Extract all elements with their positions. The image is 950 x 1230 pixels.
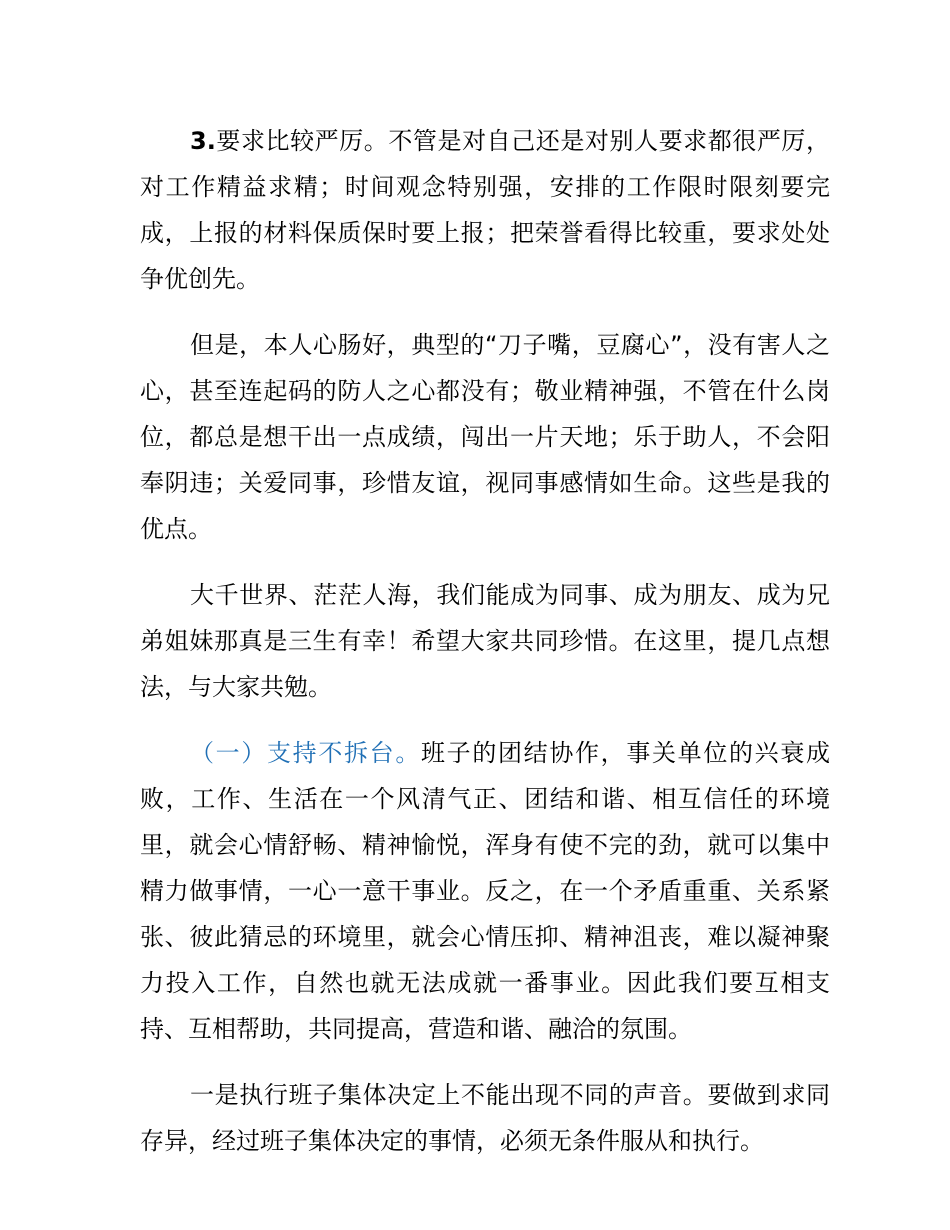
paragraph-text: 班子的团结协作，事关单位的兴衰成败，工作、生活在一个风清气正、团结和谐、相互信任的环境里，就会心情舒畅、精神愉悦，浑身有使不完的劲，就可以集中精力做事情，一心一意干事业。反之，在一个矛盾重重、关系紧张、彼此猜忌的环境里，就会心情压抑、精神沮丧，难以凝神聚力投入工作，自然也就无法成就一番事业。因此我们要互相支持、互相帮助，共同提高，营造和谐、融洽的氛围。 [140, 739, 830, 1043]
paragraph-wishes [140, 572, 830, 710]
paragraph-support-not-undermine [140, 730, 830, 1052]
paragraph-execute-decisions [140, 1072, 830, 1164]
document-body [140, 118, 830, 1184]
paragraph-strengths [140, 322, 830, 552]
paragraph-text: 大千世界、茫茫人海，我们能成为同事、成为朋友、成为兄弟姐妹那真是三生有幸！希望大家共同珍惜。在这里，提几点想法，与大家共勉。 [140, 581, 830, 701]
paragraph-number: 3. [190, 127, 216, 155]
paragraph-requirements-strict [140, 118, 830, 302]
paragraph-text: 一是执行班子集体决定上不能出现不同的声音。要做到求同存异，经过班子集体决定的事情，必须无条件服从和执行。 [140, 1081, 830, 1155]
section-heading: （一）支持不拆台。 [190, 739, 421, 767]
paragraph-text: 但是，本人心肠好，典型的“刀子嘴，豆腐心”，没有害人之心，甚至连起码的防人之心都没有；敬业精神强，不管在什么岗位，都总是想干出一点成绩，闯出一片天地；乐于助人，不会阳奉阴违；关爱同事，珍惜友谊，视同事感情如生命。这些是我的优点。 [140, 331, 830, 543]
paragraph-text: 要求比较严厉。不管是对自己还是对别人要求都很严厉，对工作精益求精；时间观念特别强，安排的工作限时限刻要完成，上报的材料保质保时要上报；把荣誉看得比较重，要求处处争优创先。 [140, 127, 830, 293]
